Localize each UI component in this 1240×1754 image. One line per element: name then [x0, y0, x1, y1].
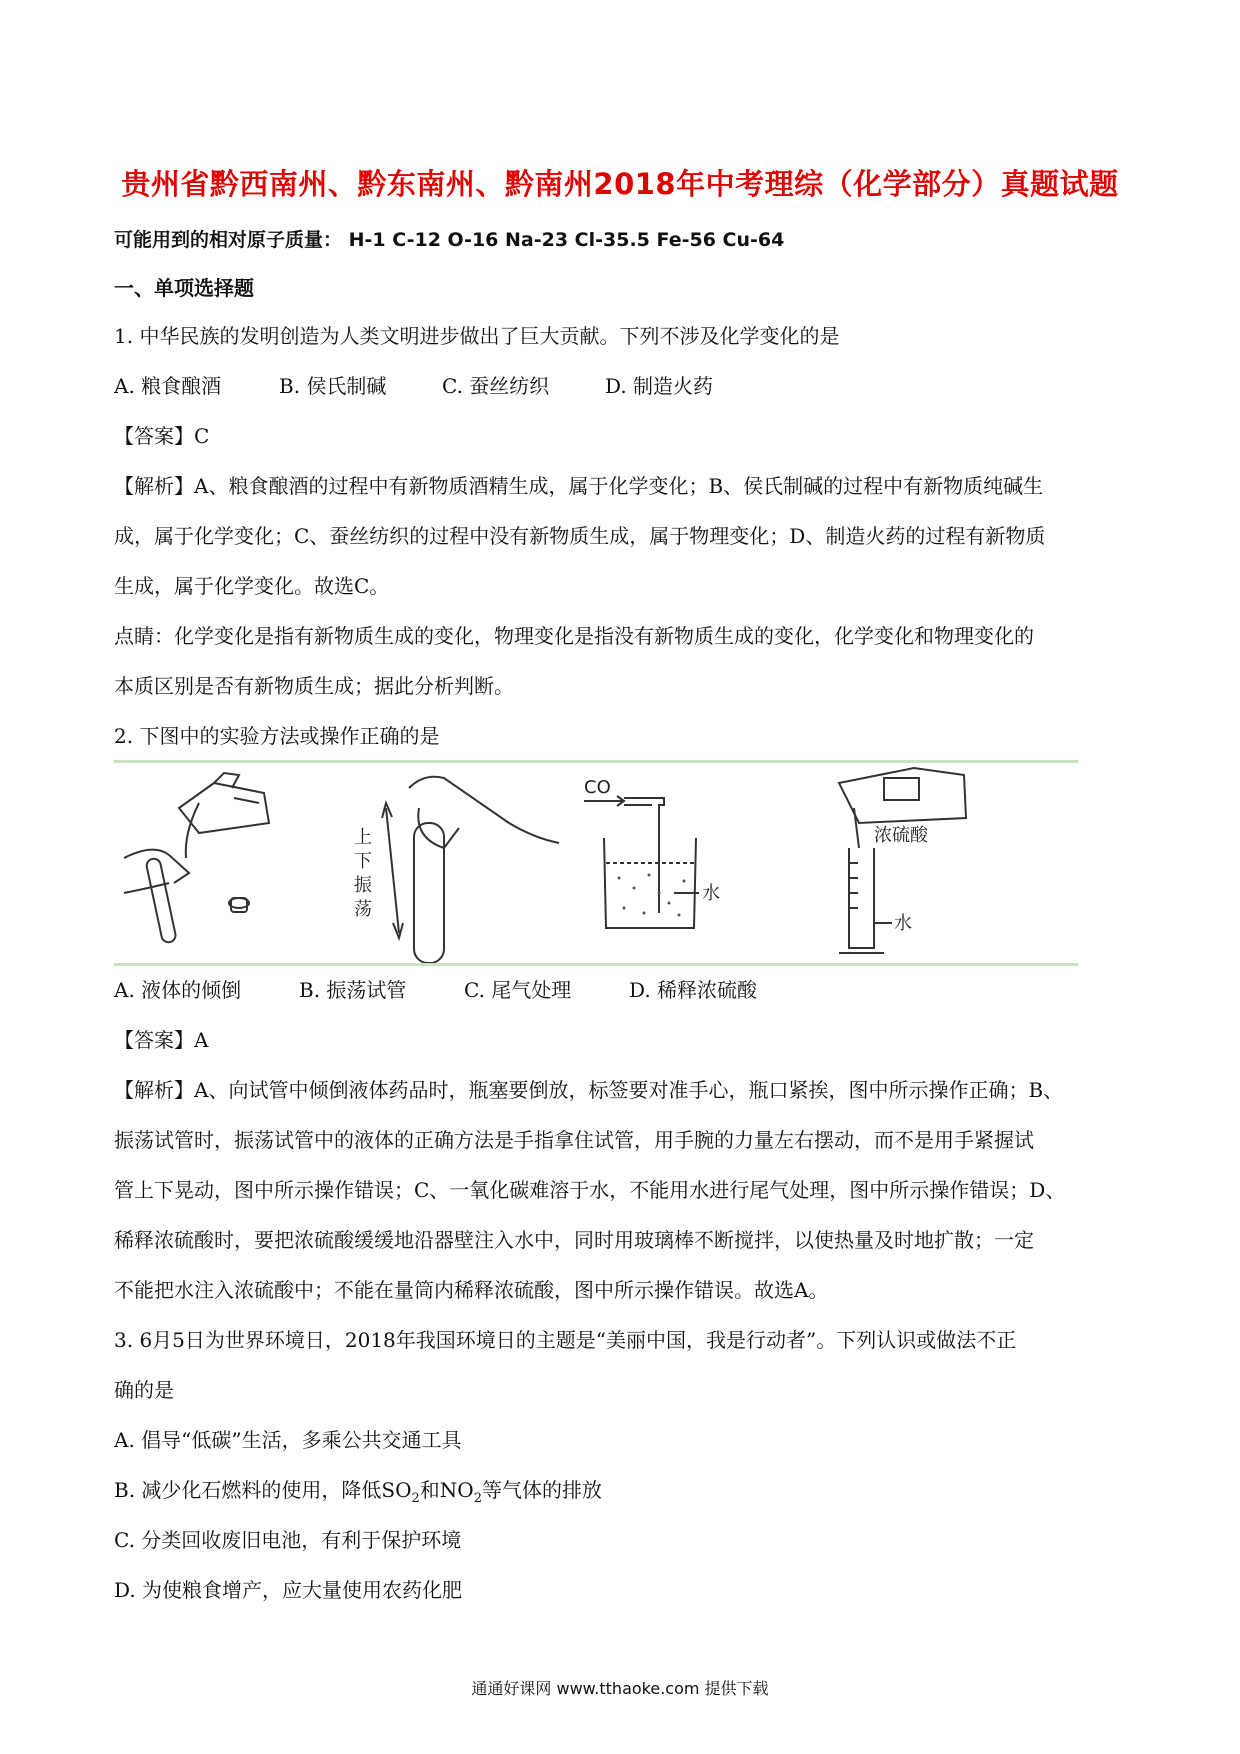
q2-analysis-line-1: 【解析】A、向试管中倾倒液体药品时，瓶塞要倒放，标签要对准手心，瓶口紧挨，图中所示操作正确；B、 — [114, 1078, 1064, 1102]
acid-label: 浓硫酸 — [874, 825, 928, 846]
water-dots — [618, 874, 686, 917]
no2-subscript: 2 — [473, 1491, 482, 1506]
q3-option-c: C. 分类回收废旧电池，有利于保护环境 — [114, 1528, 462, 1552]
so2-subscript: 2 — [411, 1491, 420, 1506]
q3-option-b-part-1: B. 减少化石燃料的使用，降低SO — [114, 1478, 412, 1502]
q3-option-d: D. 为使粮食增产，应大量使用农药化肥 — [114, 1578, 463, 1602]
q2-options — [114, 976, 1134, 1004]
shake-label-1: 上 — [354, 827, 372, 848]
q2-stem: 2. 下图中的实验方法或操作正确的是 — [114, 724, 440, 748]
q2-answer: 【答案】A — [114, 1028, 209, 1052]
q1-option-c: C. 蚕丝纺织 — [442, 374, 550, 398]
q1-options — [114, 372, 1134, 400]
q2-analysis-line-5: 不能把水注入浓硫酸中；不能在量筒内稀释浓硫酸，图中所示操作错误。故选A。 — [114, 1278, 829, 1302]
q2-analysis-line-2: 振荡试管时，振荡试管中的液体的正确方法是手指拿住试管，用手腕的力量左右摆动，而不是用手紧握试 — [114, 1128, 1034, 1152]
co-beaker-drawing — [584, 796, 699, 928]
q3-option-b-part-3: 等气体的排放 — [481, 1478, 602, 1502]
q2-option-a: A. 液体的倾倒 — [114, 978, 242, 1002]
page-title: 贵州省黔西南州、黔东南州、黔南州2018年中考理综（化学部分）真题试题 — [121, 167, 1119, 201]
q3-stem-line-1: 3. 6月5日为世界环境日，2018年我国环境日的主题是“美丽中国，我是行动者”。下列认识或做法不正 — [114, 1328, 1017, 1352]
co-label: CO — [584, 777, 611, 798]
q3-stem-line-2: 确的是 — [114, 1378, 174, 1402]
q2-analysis-line-3: 管上下晃动，图中所示操作错误；C、一氧化碳难溶于水，不能用水进行尾气处理，图中所示操作错误；D、 — [114, 1178, 1066, 1202]
water-label-c: 水 — [702, 883, 720, 904]
q1-option-a: A. 粮食酿酒 — [114, 374, 222, 398]
experiment-illustration — [114, 763, 1078, 963]
q3-option-a: A. 倡导“低碳”生活，多乘公共交通工具 — [114, 1428, 462, 1452]
q1-analysis-line-3: 生成，属于化学变化。故选C。 — [114, 574, 390, 598]
shake-label-4: 荡 — [354, 899, 372, 920]
q1-analysis-line-2: 成，属于化学变化；C、蚕丝纺织的过程中没有新物质生成，属于物理变化；D、制造火药的过程有新物质 — [114, 524, 1046, 548]
water-label-d: 水 — [894, 913, 912, 934]
q1-option-d: D. 制造火药 — [605, 374, 714, 398]
q2-analysis-line-4: 稀释浓硫酸时，要把浓硫酸缓缓地沿器壁注入水中，同时用玻璃棒不断搅拌，以使热量及时地扩散；一定 — [114, 1228, 1034, 1252]
q1-tip-line-2: 本质区别是否有新物质生成；据此分析判断。 — [114, 674, 514, 698]
page-footer: 通通好课网 www.tthaoke.com 提供下载 — [471, 1679, 769, 1698]
atomic-mass-line: 可能用到的相对原子质量： H-1 C-12 O-16 Na-23 Cl-35.5 Fe-56 Cu-64 — [114, 229, 785, 251]
q1-answer: 【答案】C — [114, 424, 210, 448]
shake-label-2: 下 — [354, 851, 372, 872]
q1-option-b: B. 侯氏制碱 — [279, 374, 387, 398]
q3-option-b-part-2: 和NO — [419, 1478, 474, 1502]
pouring-liquid-drawing — [124, 773, 269, 944]
q3-option-b — [114, 1476, 1134, 1513]
q2-option-d: D. 稀释浓硫酸 — [629, 978, 758, 1002]
q2-option-b: B. 振荡试管 — [299, 978, 407, 1002]
q1-analysis-line-1: 【解析】A、粮食酿酒的过程中有新物质酒精生成，属于化学变化；B、侯氏制碱的过程中有新物质纯碱生 — [114, 474, 1044, 498]
shaking-tube-drawing — [382, 777, 559, 963]
q1-stem: 1. 中华民族的发明创造为人类文明进步做出了巨大贡献。下列不涉及化学变化的是 — [114, 324, 840, 348]
q1-tip-line-1: 点睛：化学变化是指有新物质生成的变化，物理变化是指没有新物质生成的变化，化学变化和物理变化的 — [114, 624, 1034, 648]
q2-experiment-figure — [114, 760, 1078, 966]
q2-option-c: C. 尾气处理 — [464, 978, 572, 1002]
shake-label-3: 振 — [354, 875, 372, 896]
section-heading: 一、单项选择题 — [114, 276, 254, 300]
